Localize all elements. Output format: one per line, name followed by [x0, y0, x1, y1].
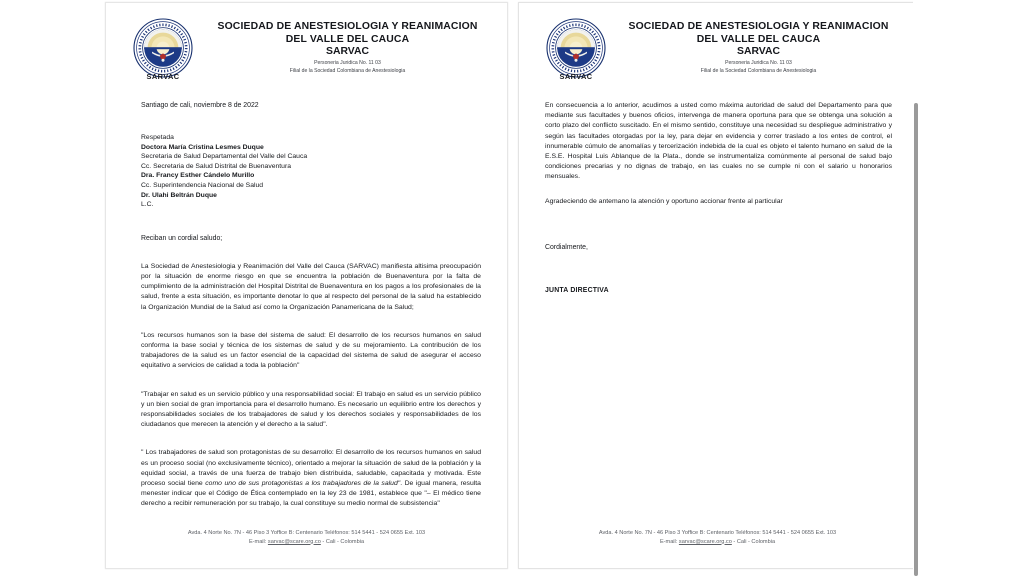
- letter-greeting: Reciban un cordial saludo;: [141, 234, 223, 242]
- letterhead-title-line-1: SOCIEDAD DE ANESTESIOLOGIA Y REANIMACION: [217, 21, 478, 32]
- page-2-paragraph-2: Agradeciendo de antemano la atención y oportuno accionar frente al particular: [545, 197, 783, 205]
- letterhead-legal-line-2: Filial de la Sociedad Colombiana de Anestesiologia: [700, 67, 817, 74]
- sarvac-seal-logo-icon: [130, 17, 196, 83]
- letterhead-title-line-2: DEL VALLE DEL CAUCA: [285, 33, 410, 45]
- letterhead-page-2: [519, 3, 916, 83]
- document-page-2: [518, 2, 917, 569]
- letterhead-text-block: [609, 15, 902, 75]
- footer-email-link[interactable]: sarvac@scare.org.co: [267, 538, 321, 545]
- recipient-block: [141, 133, 481, 210]
- letterhead-title-line-3: SARVAC: [326, 46, 369, 58]
- signature-block: JUNTA DIRECTIVA: [545, 286, 609, 294]
- recipient-line-6: Dr. Ulahi Beltrán Duque: [141, 191, 217, 199]
- letterhead-text-block: [196, 15, 493, 75]
- recipient-line-7: L.C.: [141, 201, 154, 209]
- footer-address-line: Avda. 4 Norte No. 7N - 46 Piso 3 Yoffice B: Centenario Teléfonos: 514 5441 - 524 0655 Ext. 103: [187, 530, 426, 537]
- paragraph-2-quote-rrhh: "Los recursos humanos son la base del sistema de salud: El desarrollo de los recursos humanos en salud conforma la base social y técnica de los sistemas de salud y de su mejoramiento. La contribución de los trabajadores de la salud es un factor esencial de la capacidad del sistema de salud de asegurar el acceso equitativo a servicios de calidad a toda la población": [141, 331, 481, 370]
- footer-email-line: [106, 538, 507, 546]
- recipient-line-5: Cc. Superintendencia Nacional de Salud: [141, 181, 264, 189]
- svg-text:SARVAC: SARVAC: [146, 72, 180, 81]
- page-1-body: [106, 101, 507, 510]
- paragraph-4-segment-1: " Los trabajadores de salud son protagonistas de su desarrollo: El desarrollo de los recursos humanos en salud es un proceso social (no exclusivamente técnico), orientado a mejorar la situación de salud de la población y la equidad social, a través de una fuerza de trabajo bien distribuida, saludable, capacitada y motivada. Este proceso social tiene: [141, 449, 481, 487]
- footer-email-suffix: - Cali - Colombia: [731, 538, 776, 545]
- footer-address-line: Avda. 4 Norte No. 7N - 46 Piso 3 Yoffice B: Centenario Teléfonos: 514 5441 - 524 0655 Ext. 103: [598, 530, 837, 537]
- letter-date: Santiago de cali, noviembre 8 de 2022: [141, 102, 259, 109]
- letterhead-title-line-3: SARVAC: [737, 46, 780, 58]
- footer-email-suffix: - Cali - Colombia: [320, 538, 365, 545]
- letter-closing: Cordialmente,: [545, 243, 588, 251]
- footer-email-link[interactable]: sarvac@scare.org.co: [678, 538, 732, 545]
- page-2-paragraph-1: En consecuencia a lo anterior, acudimos a usted como máxima autoridad de salud del Departamento para que mediante sus facultades y buenos oficios, intervenga de manera oportuna para que se obtenga una solución a corto plazo del conflicto suscitado. En el mismo sentido, constituye una necesidad su despliegue administrativo y según las facultades otorgadas por la ley, para dejar en evidencia y correr traslado a los entes de control, el innumerable cúmulo de anomalías y tercerización indebida de la cual es objeto el talento humano en salud de la E.S.E. Hospital Luis Ablanque de la Plata., donde se instrumentaliza comúnmente al personal de salud bajo condiciones precarias y no dignas de trabajo, en las cuales no se cumple ni con el salario u honorarios mensuales.: [545, 102, 892, 181]
- recipient-line-1: Doctora María Cristina Lesmes Duque: [141, 143, 264, 151]
- paragraph-4-italic-segment: como uno de sus protagonistas a los trabajadores de la salud": [205, 480, 401, 487]
- recipient-line-2: Secretaria de Salud Departamental del Valle del Cauca: [141, 153, 308, 161]
- letterhead-legal-line-2: Filial de la Sociedad Colombiana de Anestesiologia: [289, 67, 406, 74]
- vertical-scrollbar-thumb[interactable]: [914, 103, 918, 576]
- letterhead-title-line-1: SOCIEDAD DE ANESTESIOLOGIA Y REANIMACION: [628, 21, 889, 32]
- svg-text:SARVAC: SARVAC: [559, 72, 593, 81]
- paragraph-4-quote-protagonistas: [141, 448, 481, 509]
- footer-email-prefix: E-mail:: [248, 538, 268, 545]
- footer-page-1: [106, 529, 507, 546]
- page-2-body: [519, 101, 916, 296]
- footer-email-prefix: E-mail:: [659, 538, 679, 545]
- sarvac-seal-logo-icon: [543, 17, 609, 83]
- letterhead-page-1: [106, 3, 507, 83]
- document-page-1: [105, 2, 508, 569]
- footer-email-line: [519, 538, 916, 546]
- salutation-line: Respetada: [141, 134, 174, 141]
- recipient-line-4: Dra. Francy Esther Cándelo Murillo: [141, 172, 255, 180]
- footer-page-2: [519, 529, 916, 546]
- letterhead-title-line-2: DEL VALLE DEL CAUCA: [696, 33, 821, 45]
- letterhead-legal-line-1: Personeria Juridica No. 11 03: [314, 59, 381, 66]
- paragraph-3-quote-servicio: "Trabajar en salud es un servicio público y una responsabilidad social: El trabajo en salud es un servicio público y un bien social de gran importancia para el desarrollo humano. Es necesario un equilibrio entre los derechos y responsabilidades sociales de los trabajadores de salud y los derechos sociales y responsabilidades de los ciudadanos que merecen la atención y el derecho a la salud".: [141, 390, 481, 429]
- recipient-line-3: Cc. Secretaria de Salud Distrital de Buenaventura: [141, 162, 291, 170]
- paragraph-4-segment-2: . De igual manera, resulta menester indicar que el Código de Ética contemplado en la ley 23 de 1981, establece que "– El médico tiene derecho a recibir remuneración por su trabajo, la cual constituye su medio normal de subsistencia": [141, 480, 481, 508]
- letterhead-legal-line-1: Personeria Juridica No. 11 03: [725, 59, 792, 66]
- paragraph-1: La Sociedad de Anestesiologia y Reanimación del Valle del Cauca (SARVAC) manifiesta altisima preocupación por la situación de enorme riesgo en que se encuentra la población de Buenaventura por la falta de cumplimiento de la administración del Hospital Distrital de Buenaventura en los pagos a los profesionales de la salud, frente a esta situación, es importante denotar lo que al respecto del personal de la salud ha establecido la Organización Mundial de la Salud así como la Organización Panamericana de la Salud;: [141, 262, 481, 311]
